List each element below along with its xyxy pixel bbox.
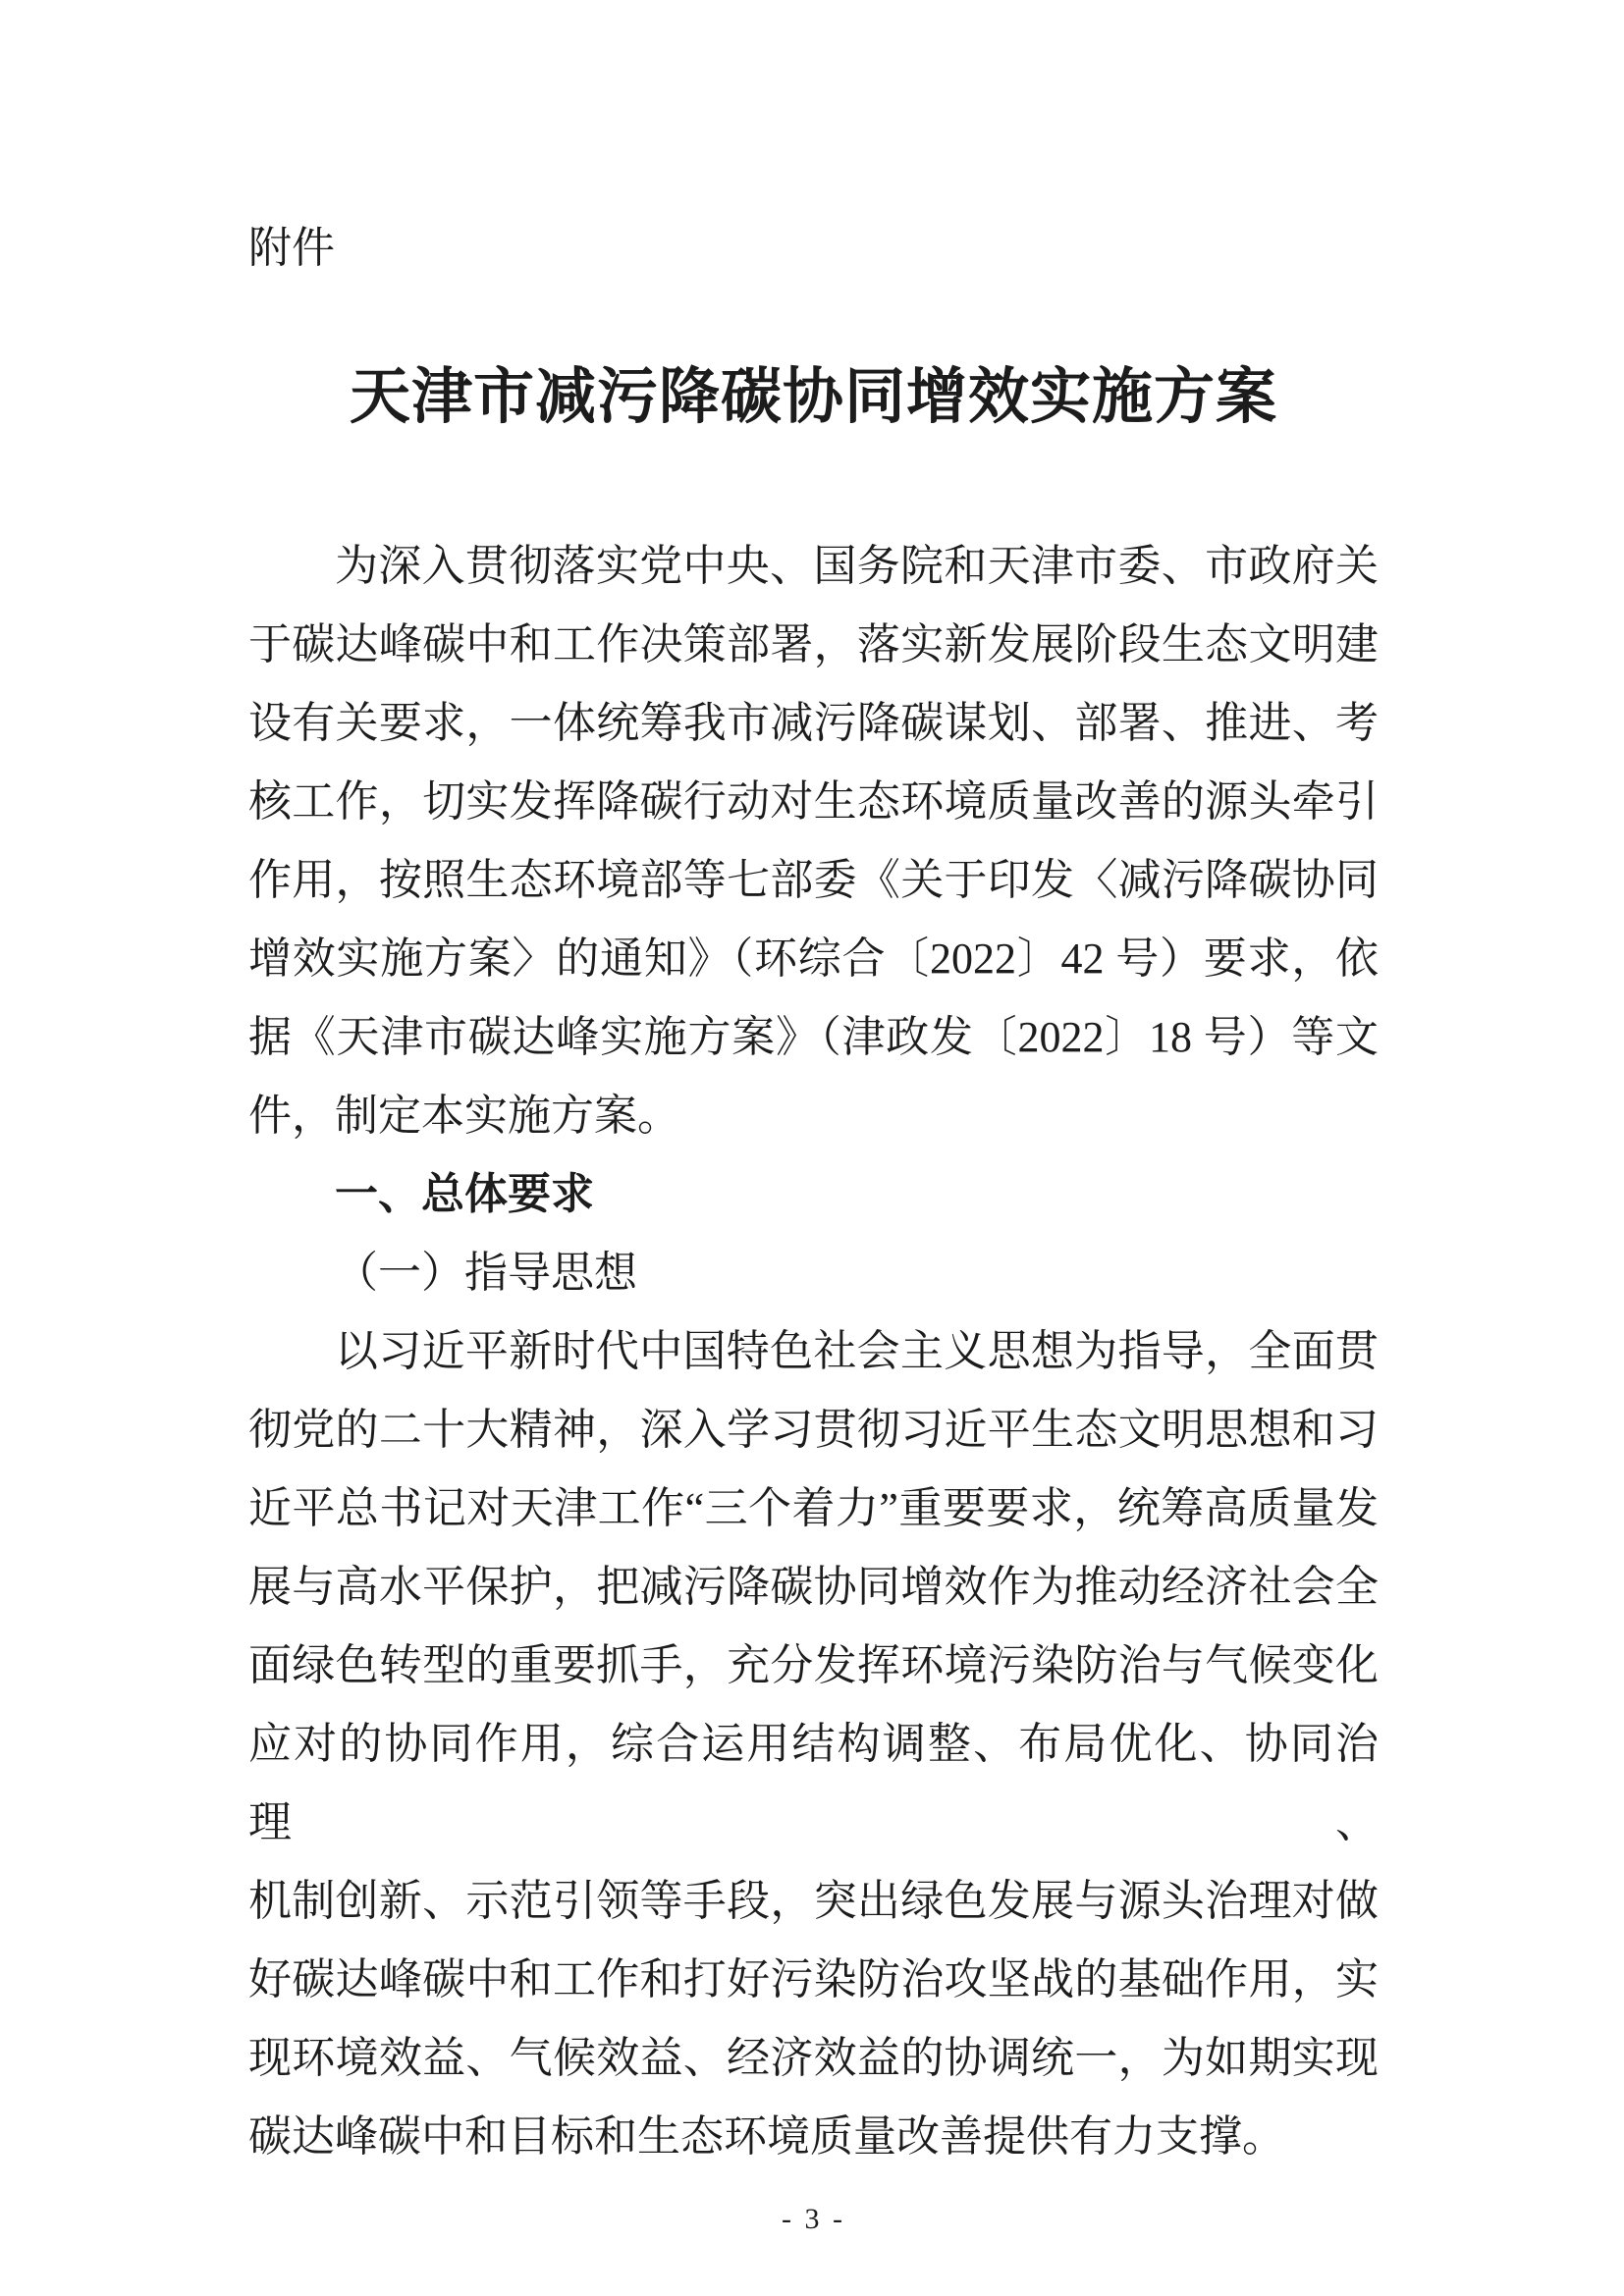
body-line: 作用，按照生态环境部等七部委《关于印发〈减污降碳协同	[248, 856, 1379, 904]
body-line: 增效实施方案〉的通知》（环综合〔2022〕42 号）要求，依	[248, 934, 1379, 983]
page-content	[0, 221, 1624, 2239]
document-title: 天津市减污降碳协同增效实施方案	[349, 364, 1277, 431]
body-line: 彻党的二十大精神，深入学习贯彻习近平生态文明思想和习	[248, 1406, 1379, 1454]
body-line: 为深入贯彻落实党中央、国务院和天津市委、市政府关	[335, 542, 1379, 590]
intro-paragraph	[248, 527, 1379, 1155]
body-line: 应对的协同作用，综合运用结构调整、布局优化、协同治理、	[248, 1720, 1379, 1846]
body-line: 以习近平新时代中国特色社会主义思想为指导，全面贯	[335, 1327, 1379, 1375]
section-heading: 一、总体要求	[335, 1170, 594, 1218]
body-line: 件，制定本实施方案。	[248, 1092, 680, 1140]
body-line: 展与高水平保护，把减污降碳协同增效作为推动经济社会全	[248, 1563, 1379, 1611]
body-line: 核工作，切实发挥降碳行动对生态环境质量改善的源头牵引	[248, 777, 1379, 826]
body-line: 现环境效益、气候效益、经济效益的协调统一，为如期实现	[248, 2034, 1379, 2082]
subsection-heading: （一）指导思想	[335, 1249, 637, 1297]
body-line: 近平总书记对天津工作“三个着力”重要要求，统筹高质量发	[248, 1484, 1379, 1532]
main-paragraph	[248, 1312, 1379, 2176]
body-line: 面绿色转型的重要抓手，充分发挥环境污染防治与气候变化	[248, 1641, 1379, 1689]
body-line: 好碳达峰碳中和工作和打好污染防治攻坚战的基础作用，实	[248, 1955, 1379, 2003]
body-line: 据《天津市碳达峰实施方案》（津政发〔2022〕18 号）等文	[248, 1013, 1379, 1061]
body-line: 设有关要求，一体统筹我市减污降碳谋划、部署、推进、考	[248, 699, 1379, 747]
attachment-label: 附件	[248, 224, 335, 272]
page-number: - 3 -	[782, 2203, 845, 2235]
body-line: 于碳达峰碳中和工作决策部署，落实新发展阶段生态文明建	[248, 620, 1379, 668]
body-line: 碳达峰碳中和目标和生态环境质量改善提供有力支撑。	[248, 2112, 1285, 2161]
body-line: 机制创新、示范引领等手段，突出绿色发展与源头治理对做	[248, 1877, 1379, 1925]
